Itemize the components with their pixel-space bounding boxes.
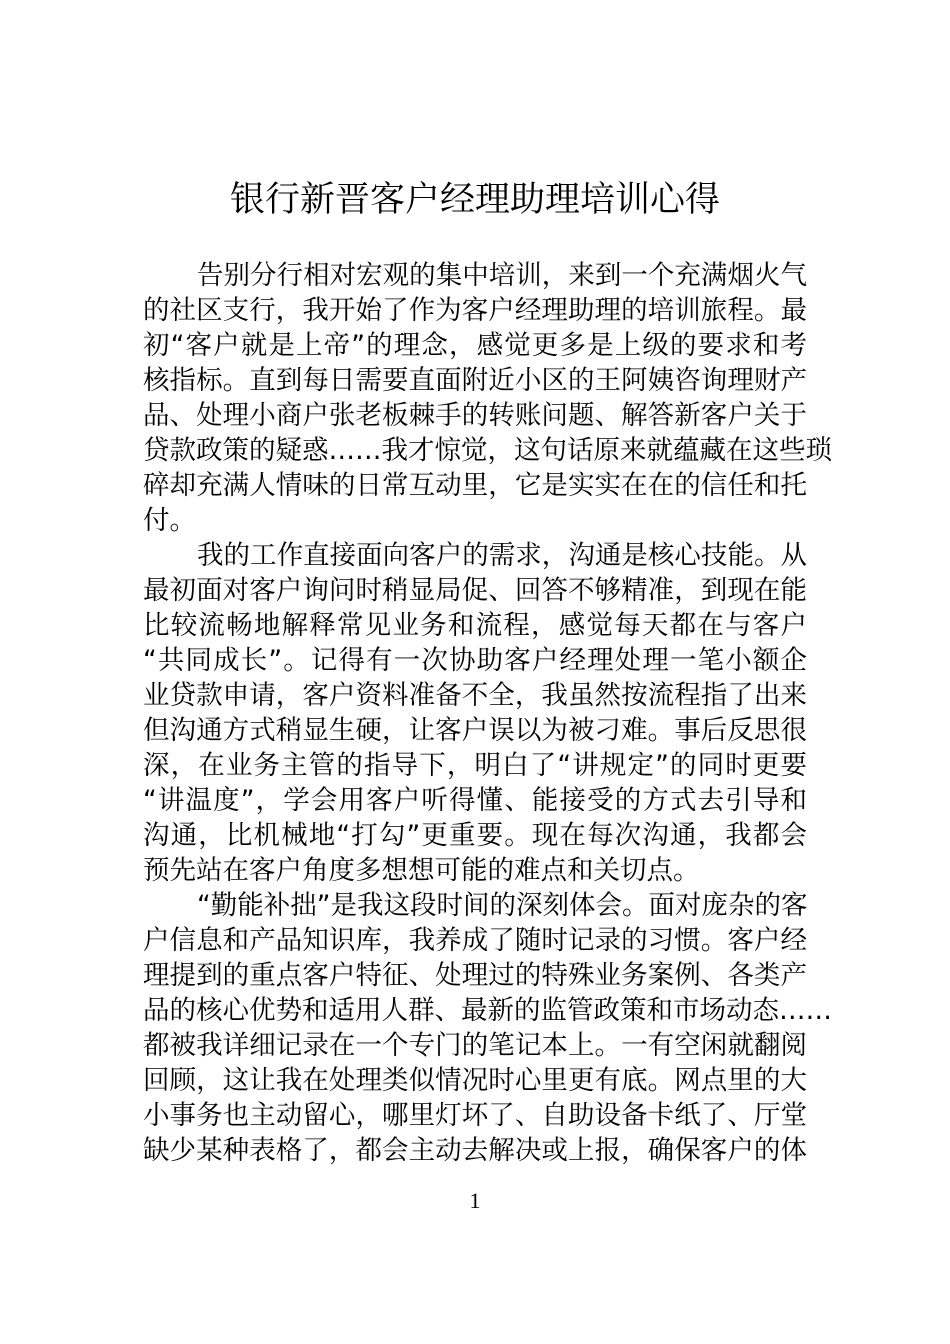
text-line: 户信息和产品知识库，我养成了随时记录的习惯。客户经 <box>143 925 807 956</box>
text-line: 告别分行相对宏观的集中培训，来到一个充满烟火气 <box>197 260 807 291</box>
text-line: 初“客户就是上帝”的理念，感觉更多是上级的要求和考 <box>143 330 807 361</box>
page-number: 1 <box>469 1188 481 1213</box>
text-line: 都被我详细记录在一个专门的笔记本上。一有空闲就翻阅 <box>143 1030 807 1061</box>
text-line: 理提到的重点客户特征、处理过的特殊业务案例、各类产 <box>143 960 807 991</box>
paragraph <box>143 258 832 538</box>
text-line: 缺少某种表格了，都会主动去解决或上报，确保客户的体 <box>143 1135 807 1166</box>
paragraph <box>143 538 807 888</box>
text-line: 业贷款申请，客户资料准备不全，我虽然按流程指了出来 <box>143 680 807 711</box>
text-line: 品、处理小商户张老板棘手的转账问题、解答新客户关于 <box>143 400 807 431</box>
text-line: 沟通，比机械地“打勾”更重要。现在每次沟通，我都会 <box>143 820 807 851</box>
text-line: 核指标。直到每日需要直面附近小区的王阿姨咨询理财产 <box>143 365 807 396</box>
text-line: 最初面对客户询问时稍显局促、回答不够精准，到现在能 <box>143 575 807 606</box>
document-title: 银行新晋客户经理助理培训心得 <box>229 180 720 220</box>
text-line: 比较流畅地解释常见业务和流程，感觉每天都在与客户 <box>143 610 807 641</box>
text-line: 品的核心优势和适用人群、最新的监管政策和市场动态…… <box>143 995 832 1026</box>
text-line: 碎却充满人情味的日常互动里，它是实实在在的信任和托 <box>143 470 807 501</box>
text-line: “讲温度”，学会用客户听得懂、能接受的方式去引导和 <box>143 785 807 816</box>
text-line: “勤能补拙”是我这段时间的深刻体会。面对庞杂的客 <box>197 890 808 921</box>
paragraph <box>143 888 832 1168</box>
text-line: 但沟通方式稍显生硬，让客户误以为被刁难。事后反思很 <box>143 715 807 746</box>
text-line: 预先站在客户角度多想想可能的难点和关切点。 <box>143 855 700 886</box>
text-line: 贷款政策的疑惑……我才惊觉，这句话原来就蕴藏在这些琐 <box>143 435 832 466</box>
text-line: 的社区支行，我开始了作为客户经理助理的培训旅程。最 <box>143 295 807 326</box>
document-body <box>143 258 832 1168</box>
text-line: “共同成长”。记得有一次协助客户经理处理一笔小额企 <box>143 645 807 676</box>
text-line: 小事务也主动留心，哪里灯坏了、自助设备卡纸了、厅堂 <box>143 1100 807 1131</box>
text-line: 深，在业务主管的指导下，明白了“讲规定”的同时更要 <box>143 750 807 781</box>
text-line: 付。 <box>143 505 196 536</box>
text-line: 我的工作直接面向客户的需求，沟通是核心技能。从 <box>197 540 807 571</box>
text-line: 回顾，这让我在处理类似情况时心里更有底。网点里的大 <box>143 1065 807 1096</box>
